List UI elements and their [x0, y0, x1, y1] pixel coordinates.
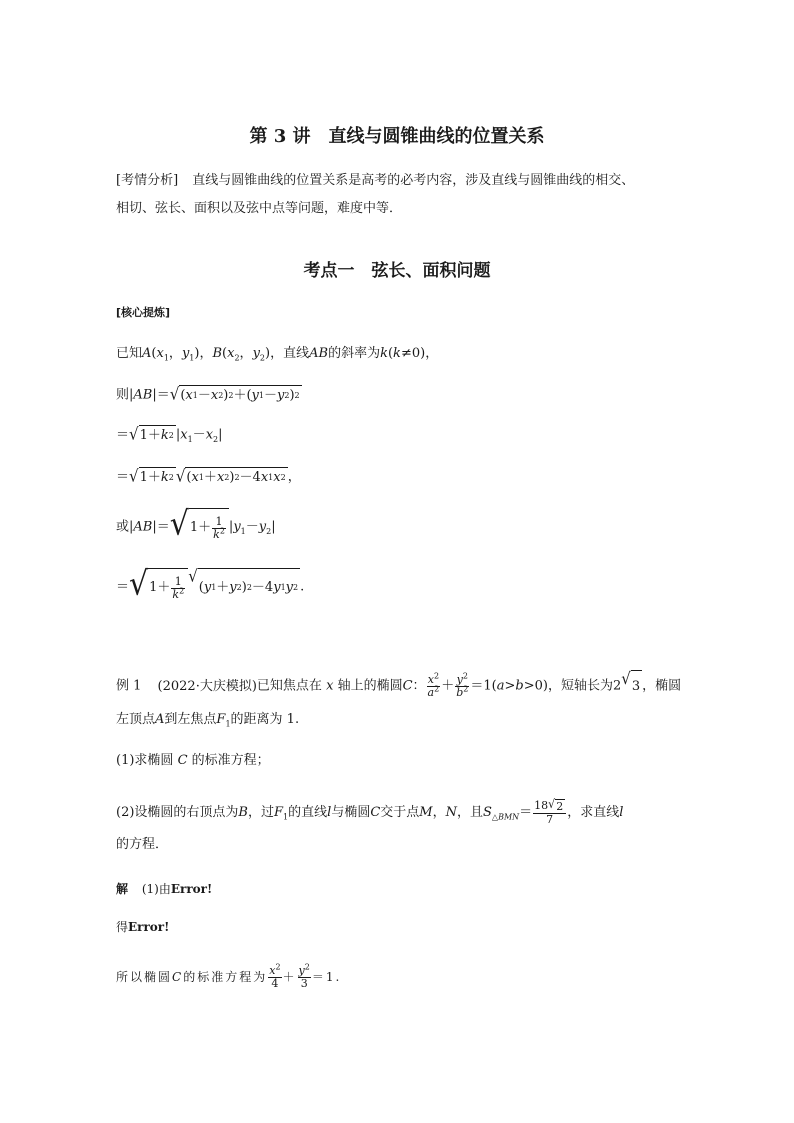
error-text-1: Error!	[170, 882, 213, 896]
example-label: 例 1	[116, 678, 142, 694]
formula-line-3: ＝ √ 1＋ k 2 √ ( x 1 ＋ x 2 ) 2 －4 x 1 x 2 ，	[116, 466, 301, 486]
example-source: (2022·大庆模拟)	[157, 678, 257, 694]
question-2-line-1: (2)设椭圆的右顶点为B，过$F_1$的直线l与椭圆C交于点M，N，且$S_{\triangle BMN}=$ 18 √ 2 7 ，求直线l	[116, 797, 624, 826]
question-2-line-2: 的方程．	[116, 837, 169, 852]
core-tag: [核心提炼]	[116, 306, 171, 319]
analysis-line-2: 相切、弦长、面积以及弦中点等问题，难度中等．	[116, 201, 403, 216]
lesson-title: 第 3 讲 直线与圆锥曲线的位置关系	[249, 126, 545, 147]
error-text-2: Error!	[128, 920, 170, 934]
solution-line-2: 得Error!	[116, 920, 170, 934]
formula-line-4: 或|AB|＝ √ 1＋ $\frac{1}{k^2}$ $|y_1-y_2|$	[116, 508, 276, 546]
formula-line-2: ＝ √ 1＋ k 2 $|x_1-x_2|$	[116, 424, 223, 445]
solution-line-3: 所以椭圆C的标准方程为 $\frac{x^2}{4}$ ＋ $\frac{y^2}{3}$ ＝1.	[116, 962, 342, 990]
example-line-1: 例 1 (2022·大庆模拟)已知焦点在 x 轴上的椭圆C： $\frac{x^2}{a^2}$ ＋ $\frac{y^2}{b^2}$ ＝1(a>b>0)，短轴长为2 √ 3 ，椭圆	[116, 670, 681, 702]
solution-head: 解	[116, 882, 129, 896]
example-line-2: 左顶点A到左焦点$F_1$的距离为 1.	[116, 712, 300, 729]
formula-distance: 则|AB|＝ √ ( x 1 － x 2 ) 2 ＋( y 1 － y 2 ) 2	[116, 384, 300, 404]
solution-line-1: 解 (1)由Error!	[116, 882, 213, 896]
analysis-line-1	[116, 172, 634, 190]
question-1: (1)求椭圆 C 的标准方程；	[116, 753, 270, 768]
analysis-tag: [考情分析]	[116, 173, 179, 188]
section-title: 考点一 弦长、面积问题	[303, 261, 491, 281]
formula-line-5: ＝ √ 1＋ $\frac{1}{k^2}$ √ ( y 1 ＋ y 2 ) 2 －4 y 1 y 2 .	[116, 568, 304, 606]
formula-intro: 已知$A(x_1$，$y_1$)，$B(x_2$，$y_2$)，直线AB的斜率为k(k≠0)，	[116, 346, 439, 363]
analysis-text-1: 直线与圆锥曲线的位置关系是高考的必考内容，涉及直线与圆锥曲线的相交、	[192, 173, 635, 188]
